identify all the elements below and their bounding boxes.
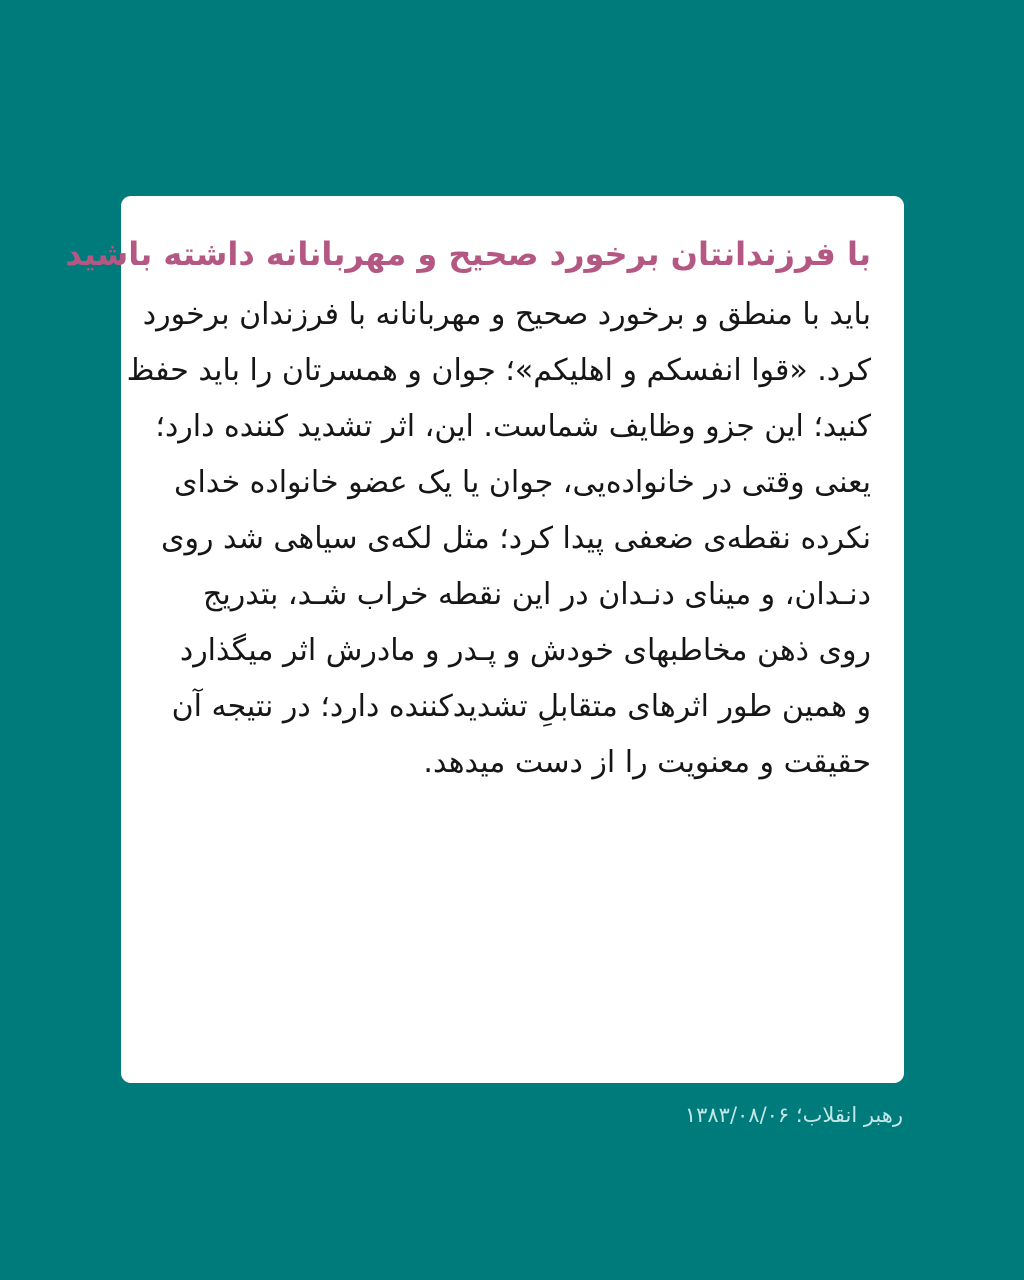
quote-body bbox=[126, 287, 871, 791]
quote-line-9: حقیقت و معنویت را از دست میدهد. bbox=[423, 745, 871, 780]
quote-line-4: یعنی وقتی در خانواده‌یی، جوان یا یک عضو خانواده خدای bbox=[174, 465, 871, 500]
quote-line-1: باید با منطق و برخورد صحیح و مهربانانه با فرزندان برخورد bbox=[142, 297, 871, 332]
quote-card bbox=[65, 196, 904, 1083]
quote-line-7: روی ذهن مخاطبهای خودش و پـدر و مادرش اثر میگذارد bbox=[179, 633, 871, 668]
quote-line-6: دنـدان، و مینای دنـدان در این نقطه خراب شـد، بتدریج bbox=[203, 577, 871, 612]
quote-line-3: کنید؛ این جزو وظایف شماست. این، اثر تشدید کننده دارد؛ bbox=[155, 409, 871, 444]
quote-line-8: و همین طور اثرهای متقابلِ تشدیدکننده دارد؛ در نتیجه آن bbox=[171, 689, 871, 724]
quote-line-2: کرد. «قوا انفسکم و اهلیکم»؛ جوان و همسرتان را باید حفظ bbox=[126, 353, 871, 388]
quote-source: رهبر انقلاب؛ ۱۳۸۳/۰۸/۰۶ bbox=[684, 1103, 903, 1127]
quote-line-5: نکرده نقطه‌ی ضعفی پیدا کرد؛ مثل لکه‌ی سیاهی شد روی bbox=[160, 521, 871, 556]
quote-title: با فرزندانتان برخورد صحیح و مهربانانه داشته باشید bbox=[65, 235, 871, 273]
